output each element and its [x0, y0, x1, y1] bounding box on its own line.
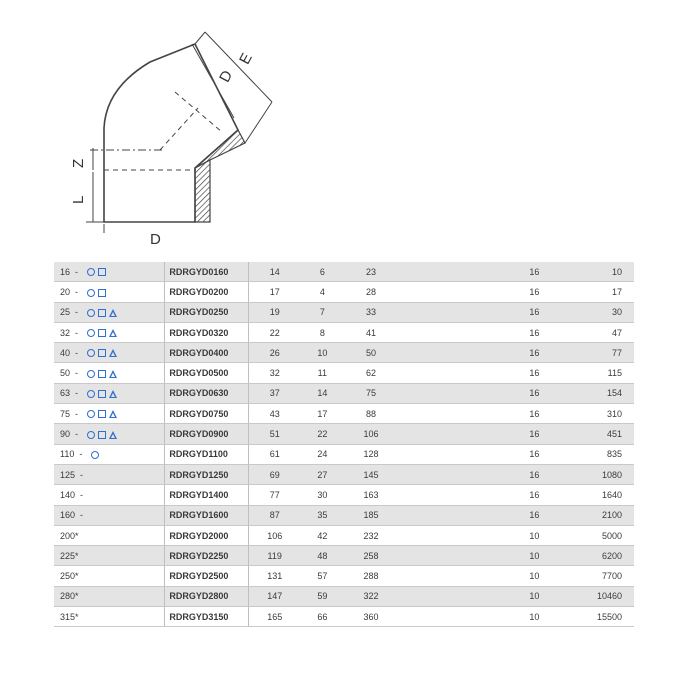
- z-cell: 59: [301, 587, 344, 607]
- table-row: [54, 566, 634, 586]
- pn-cell: 10: [513, 546, 556, 566]
- code-cell: RDRGYD0630: [164, 384, 248, 404]
- code-cell: RDRGYD0750: [164, 404, 248, 424]
- weight-cell: 310: [556, 404, 634, 424]
- square-icon: [98, 431, 106, 439]
- e-cell: 33: [344, 303, 398, 323]
- l-cell: 51: [249, 424, 301, 444]
- pn-cell: 16: [513, 465, 556, 485]
- spacer-cell: [398, 587, 513, 607]
- spacer-cell: [398, 445, 513, 465]
- pn-cell: 16: [513, 363, 556, 383]
- spacer-cell: [398, 384, 513, 404]
- l-cell: 119: [249, 546, 301, 566]
- code-cell: RDRGYD1250: [164, 465, 248, 485]
- size-dash: -: [79, 449, 83, 460]
- square-icon: [98, 410, 106, 418]
- e-cell: 288: [344, 566, 398, 586]
- pn-cell: 16: [513, 262, 556, 282]
- code-cell: RDRGYD0400: [164, 343, 248, 363]
- l-cell: 43: [249, 404, 301, 424]
- pn-cell: 16: [513, 384, 556, 404]
- code-cell: RDRGYD0500: [164, 363, 248, 383]
- square-icon: [98, 370, 106, 378]
- z-cell: 22: [301, 424, 344, 444]
- z-cell: 48: [301, 546, 344, 566]
- size-cell: [54, 363, 164, 383]
- table-row: [54, 546, 634, 566]
- size-dash: -: [75, 347, 79, 358]
- code-cell: RDRGYD2000: [164, 526, 248, 546]
- square-icon: [98, 349, 106, 357]
- e-cell: 145: [344, 465, 398, 485]
- pn-cell: 16: [513, 485, 556, 505]
- spacer-cell: [398, 262, 513, 282]
- size-value: 63: [60, 388, 71, 399]
- table-row: [54, 445, 634, 465]
- triangle-icon: [109, 349, 117, 357]
- table-row: [54, 384, 634, 404]
- l-cell: 69: [249, 465, 301, 485]
- weight-cell: 2100: [556, 506, 634, 526]
- triangle-icon: [109, 390, 117, 398]
- square-icon: [98, 268, 106, 276]
- table-row: [54, 526, 634, 546]
- square-icon: [98, 309, 106, 317]
- l-cell: 14: [249, 262, 301, 282]
- spacer-cell: [398, 323, 513, 343]
- circle-icon: [87, 268, 95, 276]
- code-cell: RDRGYD0250: [164, 303, 248, 323]
- code-cell: RDRGYD0160: [164, 262, 248, 282]
- size-dash: -: [75, 266, 79, 277]
- spec-table: [54, 262, 634, 627]
- circle-icon: [87, 431, 95, 439]
- size-value: 50: [60, 368, 71, 379]
- code-cell: RDRGYD1100: [164, 445, 248, 465]
- size-cell: [54, 303, 164, 323]
- size-cell: [54, 465, 164, 485]
- size-dash: -: [75, 307, 79, 318]
- size-cell: [54, 343, 164, 363]
- l-label: L: [70, 195, 87, 204]
- size-cell: [54, 323, 164, 343]
- size-value: 25: [60, 307, 71, 318]
- table-row: [54, 465, 634, 485]
- z-cell: 6: [301, 262, 344, 282]
- spacer-cell: [398, 526, 513, 546]
- size-value: 75: [60, 408, 71, 419]
- weight-cell: 17: [556, 282, 634, 302]
- l-cell: 26: [249, 343, 301, 363]
- weight-cell: 5000: [556, 526, 634, 546]
- z-cell: 66: [301, 607, 344, 627]
- square-icon: [98, 329, 106, 337]
- spacer-cell: [398, 303, 513, 323]
- triangle-icon: [109, 329, 117, 337]
- spacer-cell: [398, 404, 513, 424]
- code-cell: RDRGYD2250: [164, 546, 248, 566]
- code-cell: RDRGYD0200: [164, 282, 248, 302]
- pn-cell: 16: [513, 445, 556, 465]
- z-cell: 30: [301, 485, 344, 505]
- size-value: 40: [60, 347, 71, 358]
- size-value: 250*: [60, 571, 79, 582]
- z-cell: 17: [301, 404, 344, 424]
- weight-cell: 1080: [556, 465, 634, 485]
- e-cell: 128: [344, 445, 398, 465]
- pn-cell: 10: [513, 526, 556, 546]
- weight-cell: 6200: [556, 546, 634, 566]
- weight-cell: 77: [556, 343, 634, 363]
- z-cell: 4: [301, 282, 344, 302]
- size-cell: [54, 262, 164, 282]
- pn-cell: 16: [513, 323, 556, 343]
- table-row: [54, 343, 634, 363]
- l-cell: 106: [249, 526, 301, 546]
- table-row: [54, 506, 634, 526]
- table-row: [54, 587, 634, 607]
- code-cell: RDRGYD2500: [164, 566, 248, 586]
- code-cell: RDRGYD0320: [164, 323, 248, 343]
- circle-icon: [87, 329, 95, 337]
- e-cell: 185: [344, 506, 398, 526]
- table-row: [54, 303, 634, 323]
- pn-cell: 10: [513, 607, 556, 627]
- e-cell: 41: [344, 323, 398, 343]
- weight-cell: 154: [556, 384, 634, 404]
- l-cell: 17: [249, 282, 301, 302]
- size-cell: [54, 404, 164, 424]
- e-cell: 62: [344, 363, 398, 383]
- circle-icon: [87, 370, 95, 378]
- code-cell: RDRGYD1600: [164, 506, 248, 526]
- size-value: 160: [60, 510, 76, 521]
- e-cell: 163: [344, 485, 398, 505]
- pn-cell: 16: [513, 303, 556, 323]
- size-dash: -: [75, 327, 79, 338]
- code-cell: RDRGYD3150: [164, 607, 248, 627]
- pn-cell: 10: [513, 566, 556, 586]
- weight-cell: 10: [556, 262, 634, 282]
- circle-icon: [87, 289, 95, 297]
- size-cell: [54, 526, 164, 546]
- size-value: 125: [60, 469, 76, 480]
- z-cell: 27: [301, 465, 344, 485]
- spec-table-body: [54, 262, 634, 627]
- e-cell: 88: [344, 404, 398, 424]
- size-dash: -: [80, 469, 84, 480]
- e-cell: 360: [344, 607, 398, 627]
- triangle-icon: [109, 370, 117, 378]
- l-cell: 19: [249, 303, 301, 323]
- size-value: 90: [60, 429, 71, 440]
- pn-cell: 16: [513, 404, 556, 424]
- table-row: [54, 485, 634, 505]
- e-cell: 28: [344, 282, 398, 302]
- pn-cell: 16: [513, 282, 556, 302]
- circle-icon: [87, 390, 95, 398]
- size-value: 200*: [60, 530, 79, 541]
- size-cell: [54, 607, 164, 627]
- square-icon: [98, 390, 106, 398]
- l-cell: 22: [249, 323, 301, 343]
- size-dash: -: [75, 408, 79, 419]
- e-cell: 106: [344, 424, 398, 444]
- z-cell: 14: [301, 384, 344, 404]
- weight-cell: 10460: [556, 587, 634, 607]
- e-extension-bottom: [245, 102, 272, 143]
- spacer-cell: [398, 424, 513, 444]
- table-row: [54, 262, 634, 282]
- l-cell: 37: [249, 384, 301, 404]
- size-cell: [54, 566, 164, 586]
- triangle-icon: [109, 309, 117, 317]
- z-cell: 8: [301, 323, 344, 343]
- circle-icon: [87, 349, 95, 357]
- circle-icon: [87, 309, 95, 317]
- size-dash: -: [75, 368, 79, 379]
- size-cell: [54, 282, 164, 302]
- table-row: [54, 363, 634, 383]
- z-label: Z: [70, 158, 87, 168]
- weight-cell: 451: [556, 424, 634, 444]
- z-cell: 57: [301, 566, 344, 586]
- weight-cell: 7700: [556, 566, 634, 586]
- size-dash: -: [80, 489, 84, 500]
- size-cell: [54, 506, 164, 526]
- spacer-cell: [398, 607, 513, 627]
- spacer-cell: [398, 282, 513, 302]
- size-value: 16: [60, 266, 71, 277]
- l-cell: 165: [249, 607, 301, 627]
- e-cell: 75: [344, 384, 398, 404]
- triangle-icon: [109, 431, 117, 439]
- size-value: 140: [60, 489, 76, 500]
- spacer-cell: [398, 465, 513, 485]
- l-cell: 61: [249, 445, 301, 465]
- size-value: 110: [60, 449, 75, 460]
- z-cell: 24: [301, 445, 344, 465]
- z-cell: 7: [301, 303, 344, 323]
- size-value: 32: [60, 327, 71, 338]
- size-value: 280*: [60, 591, 79, 602]
- z-cell: 35: [301, 506, 344, 526]
- code-cell: RDRGYD2800: [164, 587, 248, 607]
- pn-cell: 10: [513, 587, 556, 607]
- size-value: 20: [60, 286, 71, 297]
- e-label: E: [236, 50, 256, 68]
- size-dash: -: [75, 388, 79, 399]
- weight-cell: 1640: [556, 485, 634, 505]
- code-cell: RDRGYD0900: [164, 424, 248, 444]
- table-row: [54, 323, 634, 343]
- e-cell: 232: [344, 526, 398, 546]
- size-cell: [54, 384, 164, 404]
- weight-cell: 115: [556, 363, 634, 383]
- square-icon: [98, 289, 106, 297]
- e-cell: 50: [344, 343, 398, 363]
- spacer-cell: [398, 506, 513, 526]
- pn-cell: 16: [513, 424, 556, 444]
- spacer-cell: [398, 566, 513, 586]
- l-cell: 131: [249, 566, 301, 586]
- size-cell: [54, 424, 164, 444]
- e-cell: 23: [344, 262, 398, 282]
- e-extension-top: [195, 32, 205, 44]
- circle-icon: [87, 410, 95, 418]
- size-dash: -: [80, 510, 84, 521]
- l-cell: 147: [249, 587, 301, 607]
- spacer-cell: [398, 343, 513, 363]
- weight-cell: 835: [556, 445, 634, 465]
- l-cell: 32: [249, 363, 301, 383]
- table-row: [54, 404, 634, 424]
- code-cell: RDRGYD1400: [164, 485, 248, 505]
- circle-icon: [91, 451, 99, 459]
- z-cell: 42: [301, 526, 344, 546]
- d-top-label: D: [216, 67, 237, 86]
- weight-cell: 47: [556, 323, 634, 343]
- table-row: [54, 607, 634, 627]
- size-dash: -: [75, 286, 79, 297]
- table-row: [54, 282, 634, 302]
- weight-cell: 15500: [556, 607, 634, 627]
- elbow-45-technical-drawing: [0, 0, 700, 250]
- weight-cell: 30: [556, 303, 634, 323]
- triangle-icon: [109, 410, 117, 418]
- elbow-outline: [104, 44, 238, 222]
- size-value: 225*: [60, 550, 79, 561]
- spacer-cell: [398, 546, 513, 566]
- pn-cell: 16: [513, 343, 556, 363]
- socket-wall-hatch: [195, 160, 210, 222]
- size-cell: [54, 485, 164, 505]
- table-row: [54, 424, 634, 444]
- l-cell: 77: [249, 485, 301, 505]
- size-value: 315*: [60, 611, 79, 622]
- z-cell: 11: [301, 363, 344, 383]
- e-cell: 322: [344, 587, 398, 607]
- size-cell: [54, 546, 164, 566]
- size-cell: [54, 587, 164, 607]
- l-cell: 87: [249, 506, 301, 526]
- e-cell: 258: [344, 546, 398, 566]
- pn-cell: 16: [513, 506, 556, 526]
- z-cell: 10: [301, 343, 344, 363]
- d-bottom-label: D: [150, 231, 161, 248]
- size-cell: [54, 445, 164, 465]
- spacer-cell: [398, 363, 513, 383]
- spacer-cell: [398, 485, 513, 505]
- size-dash: -: [75, 429, 79, 440]
